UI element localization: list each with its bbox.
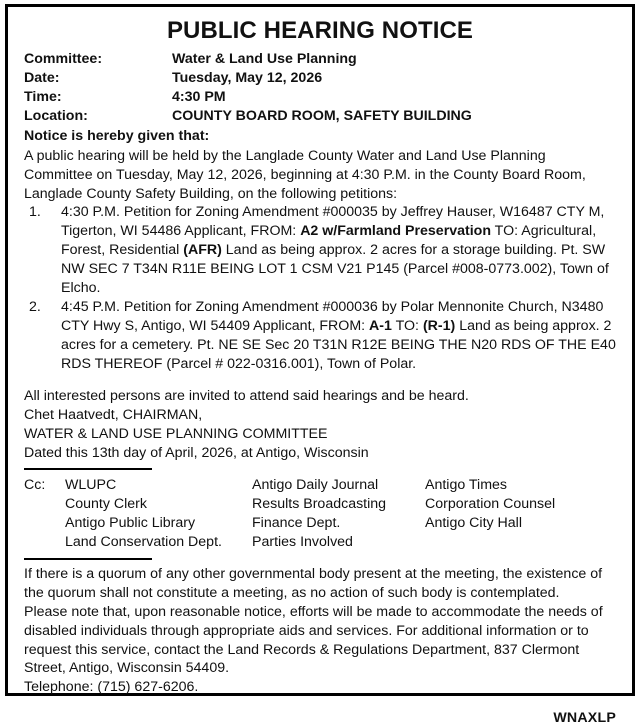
list-item: Parties Involved — [252, 533, 353, 550]
petition-list — [24, 203, 616, 374]
lead-in-text: Notice is hereby given that: — [24, 128, 210, 145]
cc-label-spacer — [24, 495, 65, 514]
petition-to-zone: (R-1) — [422, 318, 456, 335]
page-title: PUBLIC HEARING NOTICE — [166, 17, 474, 44]
list-item: Land Conservation Dept. — [65, 533, 222, 550]
list-item: Antigo City Hall — [425, 514, 522, 531]
list-item: Results Broadcasting — [252, 495, 387, 512]
meta-label-date: Date: — [24, 70, 60, 87]
petition-from-zone: A2 w/Farmland Preservation — [300, 223, 491, 240]
list-item: Antigo Public Library — [65, 514, 196, 531]
petition-text-middle: TO: — [391, 318, 423, 335]
meta-details-table — [24, 50, 616, 126]
meta-value-location: COUNTY BOARD ROOM, SAFETY BUILDING — [172, 108, 472, 125]
cc-label-spacer — [24, 514, 65, 533]
list-item — [425, 533, 616, 552]
list-item: Finance Dept. — [252, 514, 341, 531]
telephone-line: Telephone: (715) 627-6206. — [24, 679, 199, 696]
footer-block — [24, 565, 616, 698]
petition-text-middle: TO: Agricultural, Forest, Residential — [61, 223, 597, 259]
list-item — [24, 203, 616, 298]
petition-text-lead: 4:45 P.M. Petition for Zoning Amendment #000036 by Polar Mennonite Church, N3480 CTY Hwy S, Antigo, WI 54409 Applicant, FROM: — [61, 299, 604, 335]
list-item: Antigo Times — [425, 476, 508, 493]
wnaxlp-code: WNAXLP — [553, 710, 616, 726]
intro-paragraph: A public hearing will be held by the Langlade County Water and Land Use Planning Committee on Tuesday, May 12, 2026, beginning at 4:30 P.M. in the County Board Room, Langlade County Safety Building, on the following petitions: — [24, 147, 586, 202]
divider-upper — [24, 468, 152, 470]
petition-number: 1. — [29, 204, 41, 221]
committee-name: WATER & LAND USE PLANNING COMMITTEE — [24, 425, 328, 442]
meta-value-time: 4:30 PM — [172, 89, 226, 106]
petition-to-zone: (AFR) — [183, 242, 222, 259]
table-row — [24, 69, 616, 88]
notice-frame — [5, 4, 635, 726]
cc-label-spacer — [24, 533, 65, 552]
meta-label-committee: Committee: — [24, 51, 103, 68]
table-row — [24, 107, 616, 126]
petition-from-zone: A-1 — [369, 318, 392, 335]
intro-section — [24, 147, 616, 204]
list-item: Corporation Counsel — [425, 495, 556, 512]
petition-number: 2. — [29, 299, 41, 316]
quorum-paragraph: If there is a quorum of any other governmental body present at the meeting, the existence of the quorum shall not constitute a meeting, as no action of such body is contemplated. — [24, 565, 603, 601]
invitation-text: All interested persons are invited to attend said hearings and be heard. — [24, 388, 469, 405]
cc-distribution-list — [24, 476, 616, 552]
section-spacer — [24, 374, 616, 387]
dated-line: Dated this 13th day of April, 2026, at Antigo, Wisconsin — [24, 444, 369, 461]
meta-label-time: Time: — [24, 89, 62, 106]
meta-value-committee: Water & Land Use Planning — [172, 51, 357, 68]
chairman-name: Chet Haatvedt, CHAIRMAN, — [24, 407, 203, 424]
meta-label-location: Location: — [24, 108, 88, 125]
closing-block — [24, 387, 616, 463]
petition-text-lead: 4:30 P.M. Petition for Zoning Amendment #000035 by Jeffrey Hauser, W16487 CTY M, Tigerton, WI 54486 Applicant, FROM: — [61, 204, 605, 240]
list-item: County Clerk — [65, 495, 148, 512]
petition-text-tail: Land as being approx. 2 acres for a storage building. Pt. SW NW SEC 7 T34N R11E BEING LOT 1 CSM V21 P145 (Parcel #008-0773.002), Town of Elcho. — [61, 242, 609, 297]
petition-text-tail: Land as being approx. 2 acres for a cemetery. Pt. NE SE Sec 20 T31N R12E BEING THE N20 RDS OF THE E40 RDS THEREOF (Parcel # 022-0316.001), Town of Polar. — [61, 318, 616, 373]
list-item — [24, 298, 616, 374]
divider-lower — [24, 558, 152, 560]
list-item: WLUPC — [65, 476, 117, 493]
meta-value-date: Tuesday, May 12, 2026 — [172, 70, 323, 87]
table-row — [24, 88, 616, 107]
cc-label: Cc: — [24, 476, 46, 493]
accommodation-paragraph: Please note that, upon reasonable notice, efforts will be made to accommodate the needs of disabled individuals through appropriate aids and services. For additional information or to request this service, contact the Land Records & Regulations Department, 837 Clermont Street, Antigo, Wisconsin 54409. — [24, 603, 603, 677]
table-row — [24, 50, 616, 69]
list-item: Antigo Daily Journal — [252, 476, 379, 493]
